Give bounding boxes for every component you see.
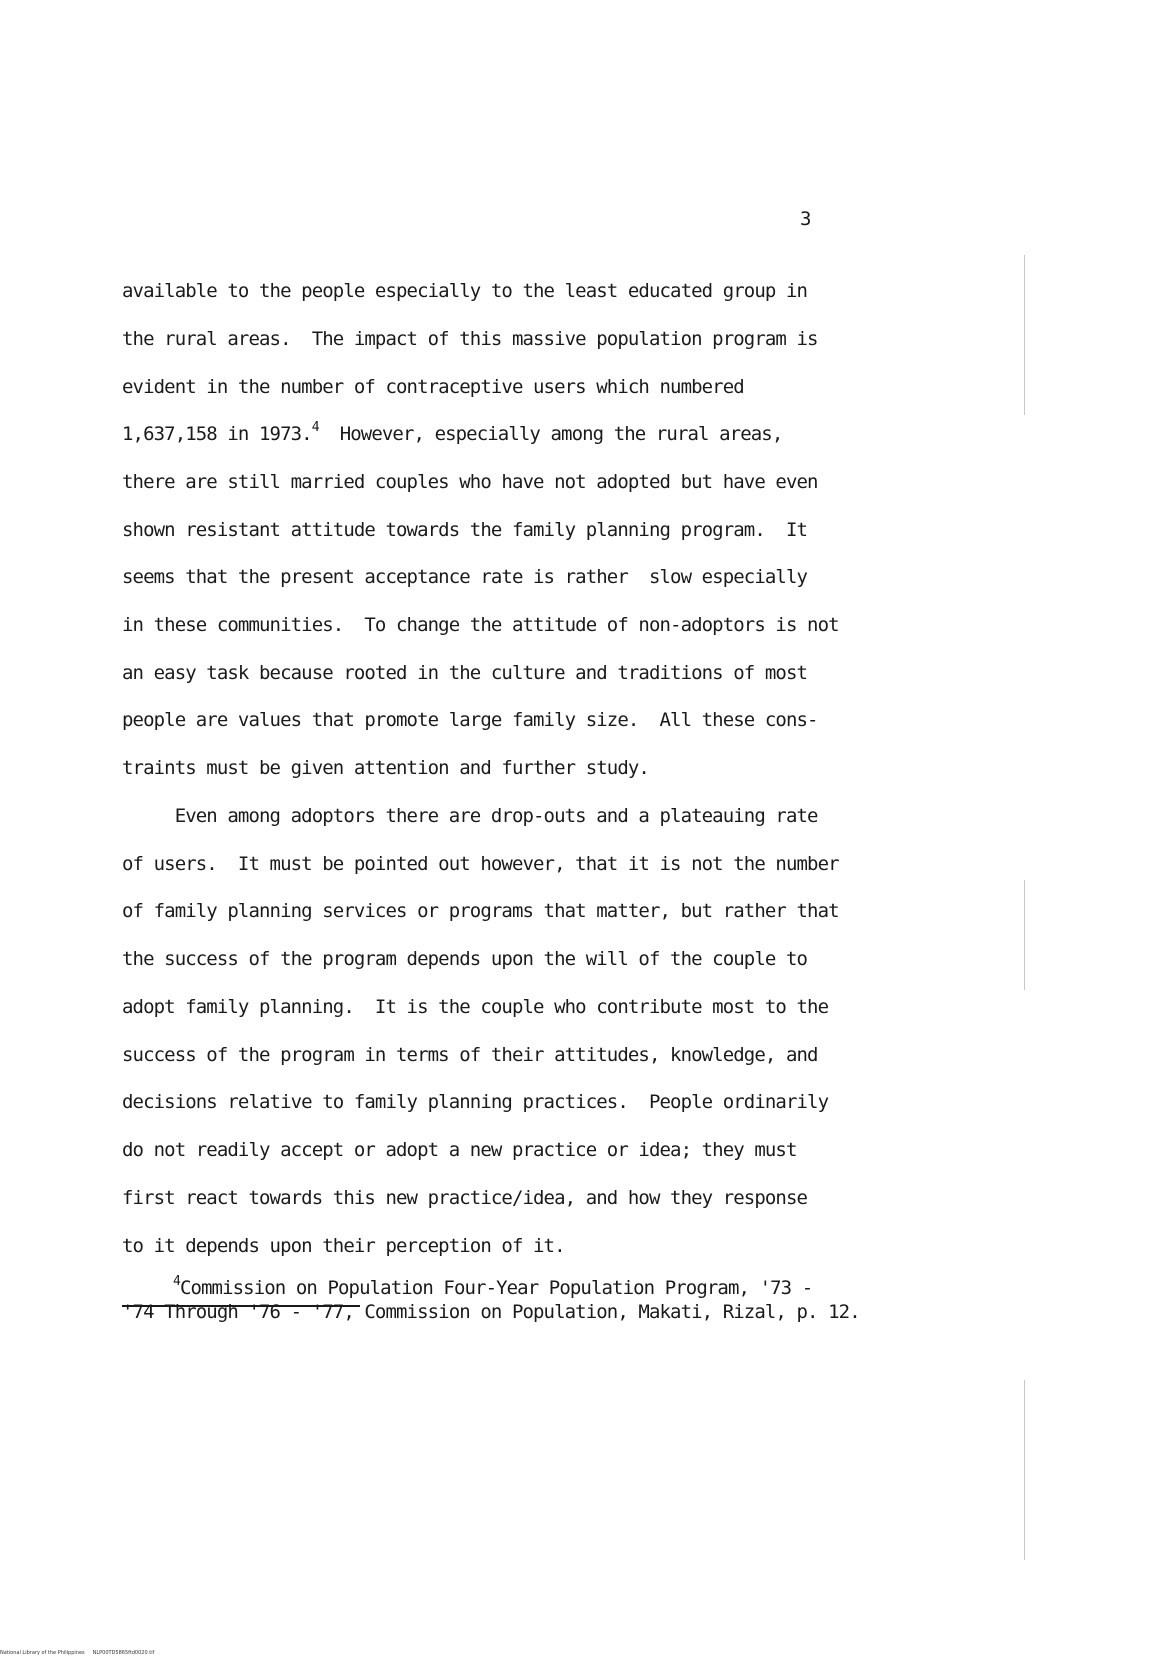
- body-line: Even among adoptors there are drop-outs and a plateauing rate: [122, 805, 818, 827]
- scan-file-label: NLP00TD5865ftd0020.tif: [92, 1650, 155, 1656]
- body-line-text: However, especially among the rural areas,: [318, 423, 783, 445]
- footnote-line-1: [173, 1276, 812, 1300]
- scan-margin-mark: [1024, 880, 1025, 990]
- footnote-text-1: Commission on Population Four-Year Population Program, '73 -: [179, 1277, 813, 1299]
- scan-margin-mark: [1024, 255, 1025, 415]
- body-line: the rural areas. The impact of this massive population program is: [122, 328, 818, 350]
- body-line: an easy task because rooted in the culture and traditions of most: [122, 662, 808, 684]
- footnote-line-2: '74 Through '76 - '77, Commission on Population, Makati, Rizal, p. 12.: [122, 1301, 860, 1323]
- body-line: available to the people especially to the least educated group in: [122, 280, 808, 302]
- body-line: evident in the number of contraceptive users which numbered: [122, 376, 744, 398]
- body-line: [122, 422, 782, 446]
- body-line: to it depends upon their perception of it.: [122, 1235, 565, 1257]
- scan-footer: [0, 1650, 154, 1656]
- body-line: do not readily accept or adopt a new practice or idea; they must: [122, 1139, 797, 1161]
- body-line: shown resistant attitude towards the family planning program. It: [122, 519, 808, 541]
- footnote-marker: 4: [173, 1274, 180, 1289]
- body-line: there are still married couples who have not adopted but have even: [122, 471, 818, 493]
- body-line: in these communities. To change the attitude of non-adoptors is not: [122, 614, 839, 636]
- body-line: of family planning services or programs that matter, but rather that: [122, 900, 839, 922]
- body-line: success of the program in terms of their attitudes, knowledge, and: [122, 1044, 818, 1066]
- page-number: 3: [800, 208, 812, 230]
- body-line: seems that the present acceptance rate is rather slow especially: [122, 566, 808, 588]
- scan-margin-mark: [1024, 1380, 1025, 1560]
- body-line: the success of the program depends upon the will of the couple to: [122, 948, 808, 970]
- footnote-reference: 4: [311, 420, 319, 435]
- scan-library-label: National Library of the Philippines: [0, 1650, 85, 1656]
- body-line: of users. It must be pointed out however, that it is not the number: [122, 853, 839, 875]
- body-line: decisions relative to family planning practices. People ordinarily: [122, 1091, 829, 1113]
- body-line: first react towards this new practice/idea, and how they response: [122, 1187, 808, 1209]
- body-line-text: 1,637,158 in 1973.: [122, 423, 312, 445]
- body-line: people are values that promote large family size. All these cons-: [122, 709, 818, 731]
- body-line: adopt family planning. It is the couple who contribute most to the: [122, 996, 829, 1018]
- body-line: traints must be given attention and further study.: [122, 757, 649, 779]
